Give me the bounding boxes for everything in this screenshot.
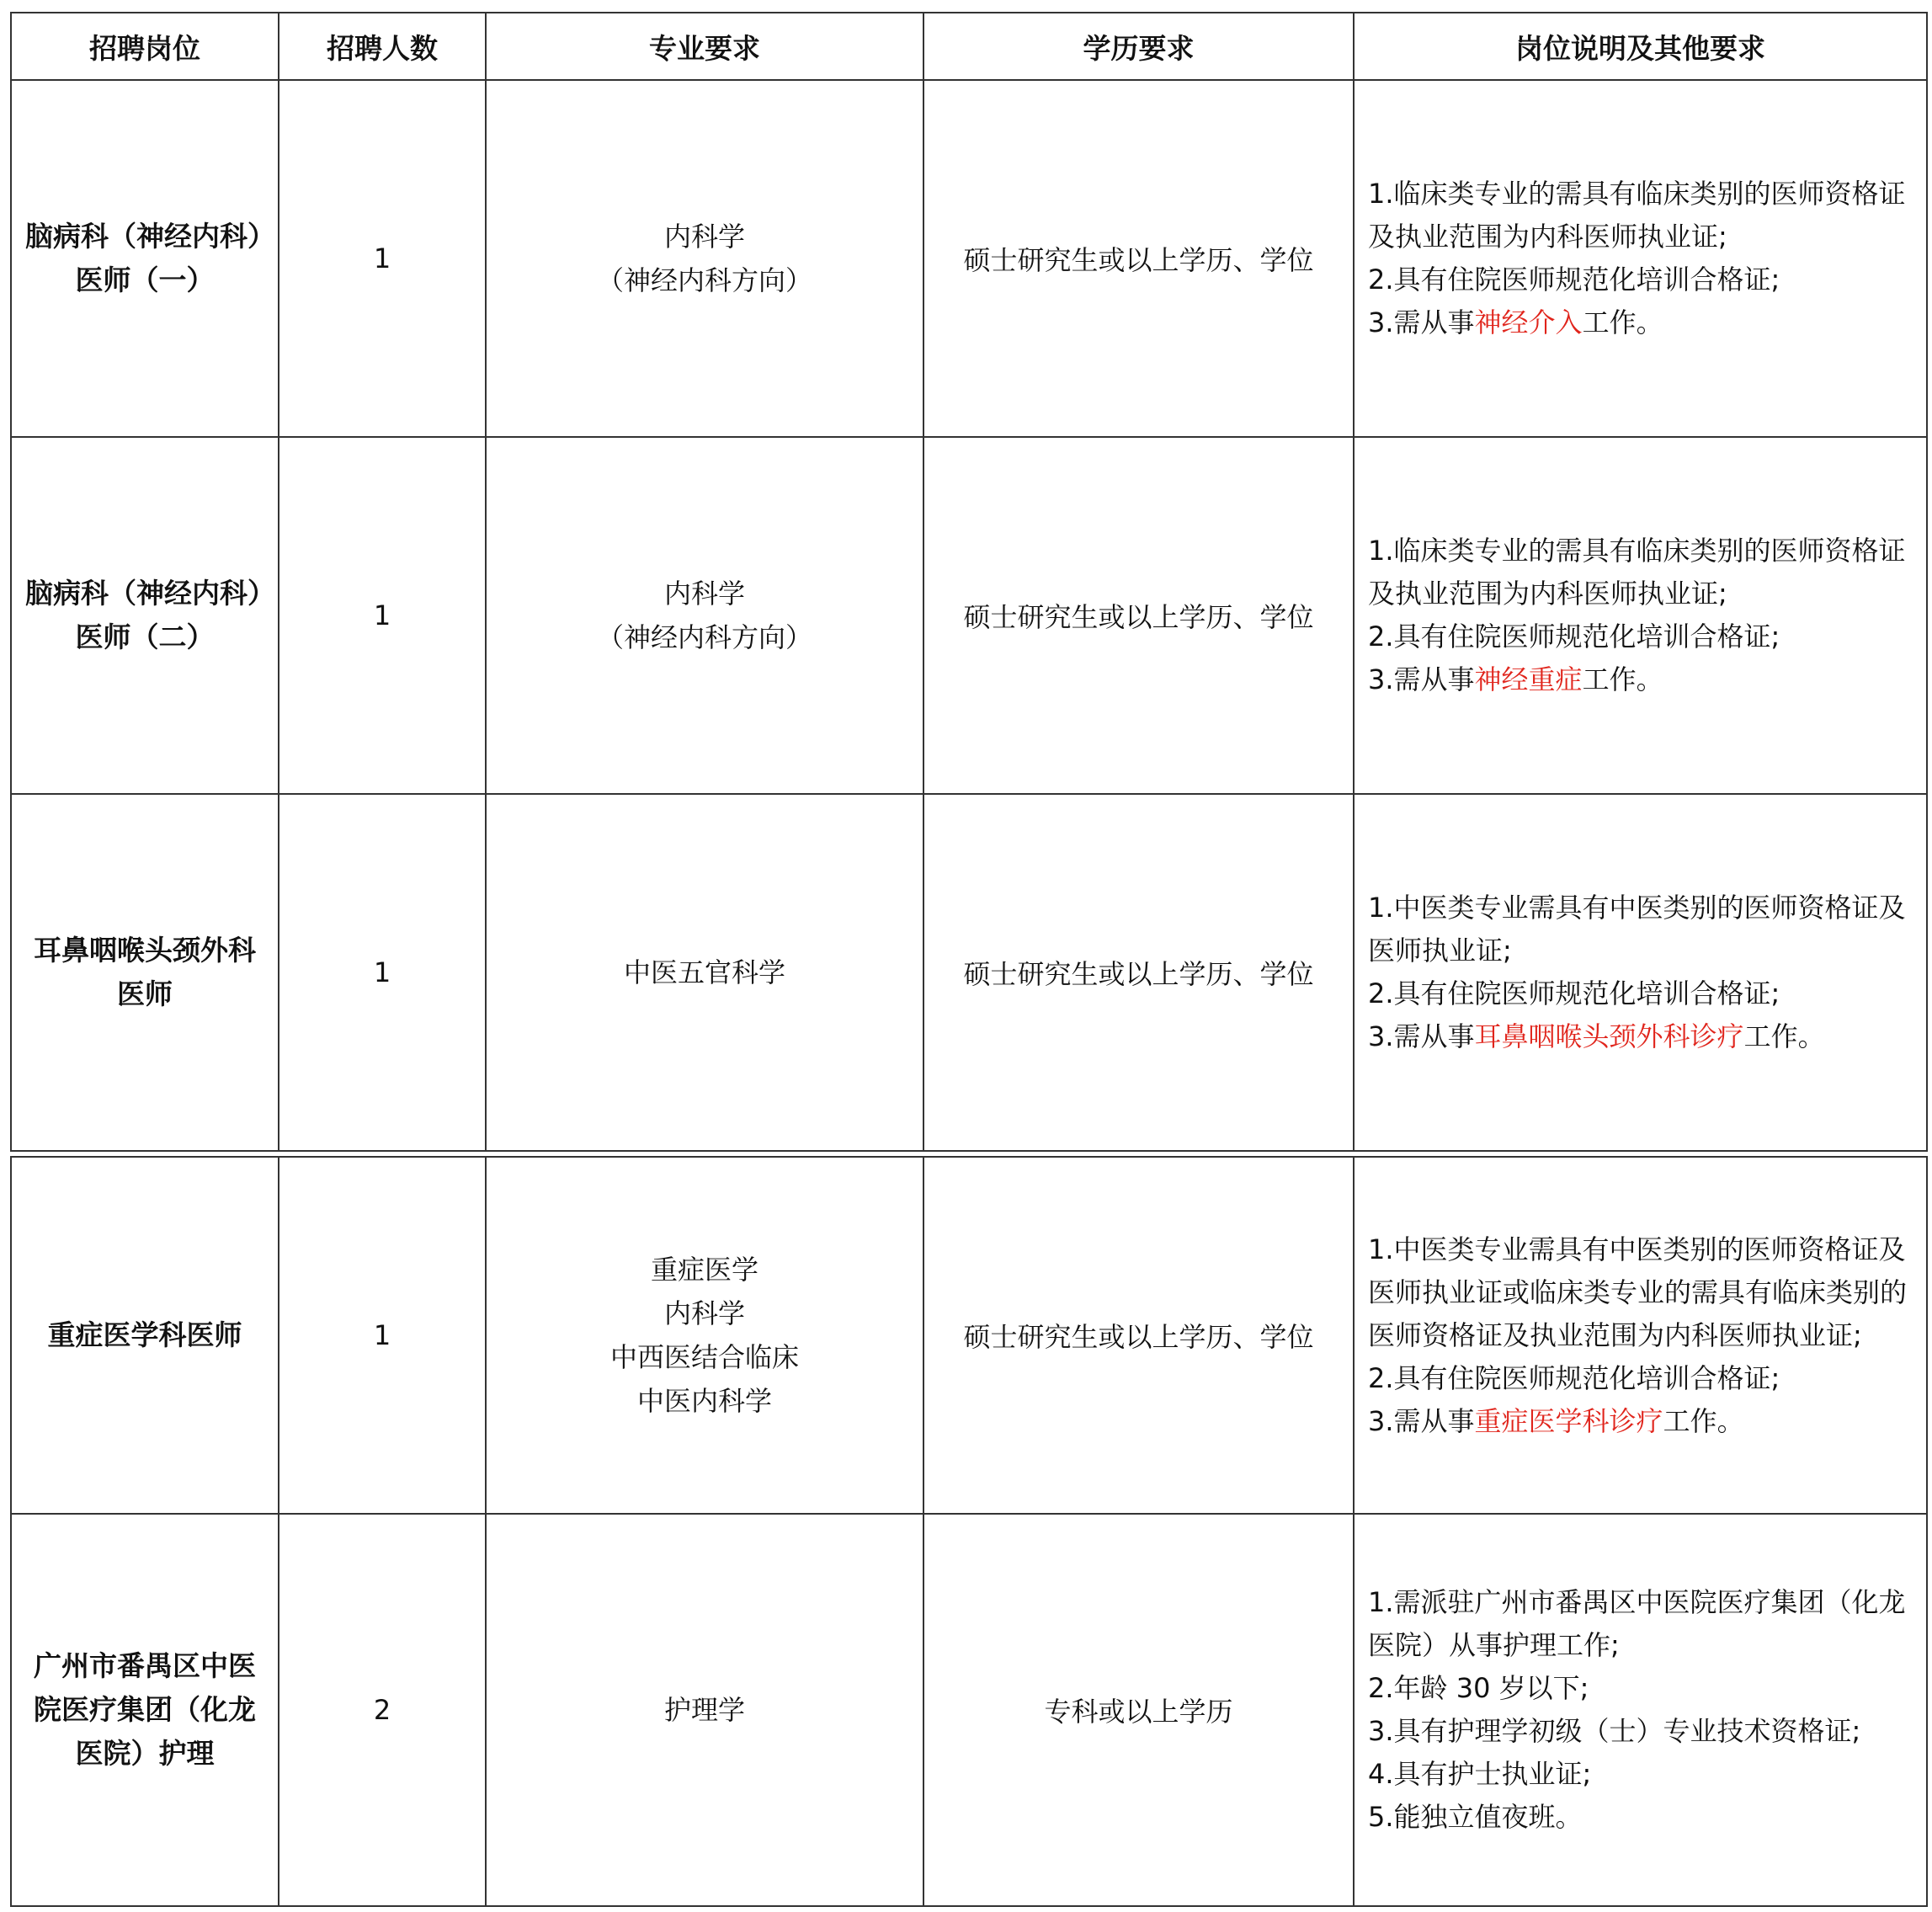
recruitment-table-part-2 bbox=[10, 1156, 1928, 1907]
cell-major bbox=[486, 1514, 923, 1906]
highlight-text: 耳鼻咽喉头颈外科诊疗 bbox=[1474, 1020, 1744, 1052]
header-count: 招聘人数 bbox=[279, 13, 486, 80]
description-item bbox=[1368, 658, 1914, 701]
cell-count: 1 bbox=[279, 437, 486, 794]
cell-education: 硕士研究生或以上学历、学位 bbox=[923, 80, 1354, 437]
description-item bbox=[1368, 258, 1914, 301]
description-text: 2.具有住院医师规范化培训合格证; bbox=[1368, 620, 1780, 652]
description-text: 1.需派驻广州市番禺区中医院医疗集团（化龙医院）从事护理工作; bbox=[1368, 1586, 1906, 1661]
post-name-line: 医院）护理 bbox=[75, 1737, 215, 1770]
post-name-line: 脑病科（神经内科） bbox=[25, 577, 275, 610]
major-line: 中医五官科学 bbox=[623, 956, 785, 988]
description-item bbox=[1368, 972, 1914, 1015]
cell-post bbox=[11, 80, 279, 437]
cell-major bbox=[486, 80, 923, 437]
cell-major bbox=[486, 794, 923, 1151]
highlight-text: 神经介入 bbox=[1474, 306, 1583, 338]
post-name-line: 医师 bbox=[117, 977, 173, 1010]
major-line: 重症医学 bbox=[650, 1254, 758, 1286]
major-line: 内科学 bbox=[663, 1297, 745, 1329]
description-text: 3.需从事 bbox=[1368, 1404, 1475, 1437]
header-description: 岗位说明及其他要求 bbox=[1354, 13, 1927, 80]
cell-count: 1 bbox=[279, 1157, 486, 1514]
cell-post bbox=[11, 1514, 279, 1906]
major-line: 内科学 bbox=[663, 221, 745, 253]
highlight-text: 重症医学科诊疗 bbox=[1474, 1404, 1663, 1437]
description-item bbox=[1368, 1357, 1914, 1400]
description-item bbox=[1368, 1015, 1914, 1058]
description-item bbox=[1368, 1667, 1914, 1710]
description-text: 2.年龄 30 岁以下; bbox=[1368, 1672, 1589, 1704]
cell-description bbox=[1354, 794, 1927, 1151]
table-row bbox=[11, 80, 1927, 437]
description-text: 3.需从事 bbox=[1368, 306, 1475, 338]
post-name-line: 医师（二） bbox=[75, 620, 215, 653]
post-name-line: 广州市番禺区中医 bbox=[34, 1649, 256, 1682]
cell-major bbox=[486, 437, 923, 794]
cell-education: 硕士研究生或以上学历、学位 bbox=[923, 1157, 1354, 1514]
post-name-line: 院医疗集团（化龙 bbox=[34, 1693, 256, 1726]
description-text: 3.需从事 bbox=[1368, 663, 1475, 695]
header-major: 专业要求 bbox=[486, 13, 923, 80]
description-text: 1.临床类专业的需具有临床类别的医师资格证及执业范围为内科医师执业证; bbox=[1368, 178, 1906, 253]
cell-post bbox=[11, 437, 279, 794]
recruitment-table-part-1 bbox=[10, 12, 1928, 1152]
cell-description bbox=[1354, 1157, 1927, 1514]
cell-major bbox=[486, 1157, 923, 1514]
description-item bbox=[1368, 1228, 1914, 1357]
description-text: 5.能独立值夜班。 bbox=[1368, 1801, 1583, 1833]
description-text: 1.临床类专业的需具有临床类别的医师资格证及执业范围为内科医师执业证; bbox=[1368, 535, 1906, 610]
description-text: 3.需从事 bbox=[1368, 1020, 1475, 1052]
cell-post bbox=[11, 1157, 279, 1514]
description-item bbox=[1368, 173, 1914, 258]
description-text: 工作。 bbox=[1743, 1020, 1825, 1052]
description-text: 2.具有住院医师规范化培训合格证; bbox=[1368, 264, 1780, 296]
description-text: 3.具有护理学初级（士）专业技术资格证; bbox=[1368, 1715, 1861, 1747]
major-line: 中西医结合临床 bbox=[609, 1341, 799, 1373]
description-text: 4.具有护士执业证; bbox=[1368, 1758, 1592, 1790]
header-row bbox=[11, 13, 1927, 80]
major-line: （神经内科方向） bbox=[596, 264, 812, 296]
description-text: 工作。 bbox=[1582, 663, 1663, 695]
description-item bbox=[1368, 1581, 1914, 1667]
table-row bbox=[11, 1157, 1927, 1514]
description-item bbox=[1368, 1753, 1914, 1796]
major-line: 中医内科学 bbox=[636, 1385, 772, 1417]
description-text: 工作。 bbox=[1582, 306, 1663, 338]
header-post: 招聘岗位 bbox=[11, 13, 279, 80]
table-row bbox=[11, 1514, 1927, 1906]
cell-description bbox=[1354, 437, 1927, 794]
description-item bbox=[1368, 615, 1914, 658]
post-name-line: 耳鼻咽喉头颈外科 bbox=[34, 934, 256, 967]
cell-education: 硕士研究生或以上学历、学位 bbox=[923, 794, 1354, 1151]
description-item bbox=[1368, 1796, 1914, 1839]
cell-education: 专科或以上学历 bbox=[923, 1514, 1354, 1906]
description-item bbox=[1368, 301, 1914, 344]
description-text: 工作。 bbox=[1663, 1404, 1744, 1437]
header-education: 学历要求 bbox=[923, 13, 1354, 80]
cell-description bbox=[1354, 1514, 1927, 1906]
table-row bbox=[11, 794, 1927, 1151]
cell-count: 1 bbox=[279, 80, 486, 437]
cell-post bbox=[11, 794, 279, 1151]
cell-description bbox=[1354, 80, 1927, 437]
post-name-line: 脑病科（神经内科） bbox=[25, 220, 275, 253]
cell-education: 硕士研究生或以上学历、学位 bbox=[923, 437, 1354, 794]
description-text: 1.中医类专业需具有中医类别的医师资格证及医师执业证; bbox=[1368, 892, 1906, 967]
description-text: 2.具有住院医师规范化培训合格证; bbox=[1368, 977, 1780, 1009]
description-item bbox=[1368, 887, 1914, 972]
post-name-line: 医师（一） bbox=[75, 264, 215, 296]
cell-count: 1 bbox=[279, 794, 486, 1151]
description-item bbox=[1368, 1710, 1914, 1753]
description-text: 1.中医类专业需具有中医类别的医师资格证及医师执业证或临床类专业的需具有临床类别的医师资格证及执业范围为内科医师执业证; bbox=[1368, 1233, 1908, 1351]
highlight-text: 神经重症 bbox=[1474, 663, 1583, 695]
description-item bbox=[1368, 530, 1914, 615]
table-row bbox=[11, 437, 1927, 794]
cell-count: 2 bbox=[279, 1514, 486, 1906]
major-line: 内科学 bbox=[663, 578, 745, 610]
description-item bbox=[1368, 1400, 1914, 1443]
post-name-line: 重症医学科医师 bbox=[47, 1318, 242, 1351]
major-line: （神经内科方向） bbox=[596, 621, 812, 653]
description-text: 2.具有住院医师规范化培训合格证; bbox=[1368, 1361, 1780, 1394]
major-line: 护理学 bbox=[663, 1694, 745, 1726]
